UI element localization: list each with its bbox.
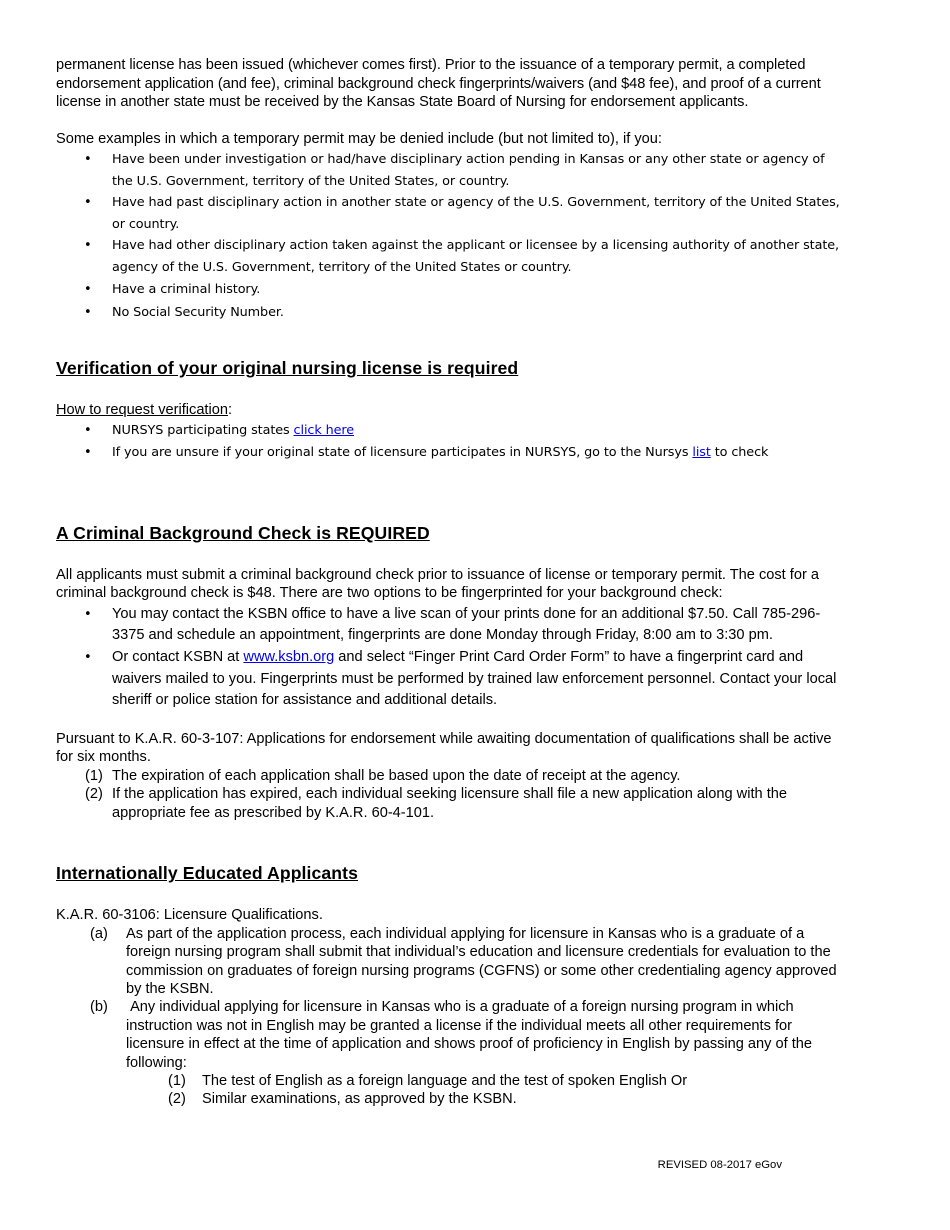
item-number: (2) bbox=[168, 1091, 186, 1108]
denial-intro: Some examples in which a temporary permit may be denied include (but not limited to), if you: bbox=[56, 130, 662, 147]
intro-paragraph: permanent license has been issued (whichever comes first). Prior to the issuance of a temporary permit, a completed endorsement application (and fee), criminal background check fingerprints/waivers (and $48 fee), and proof of a current license in another state must be received by the Kansas State Board of Nursing for endorsement applicants. bbox=[56, 57, 821, 111]
background-paragraph: All applicants must submit a criminal background check prior to issuance of license or temporary permit. The cost for a criminal background check is $48. There are two options to be fingerprinted for your background check: bbox=[56, 566, 819, 602]
how-to-request bbox=[56, 401, 842, 420]
list-item: • Have a criminal history. bbox=[56, 279, 842, 301]
item-text: As part of the application process, each individual applying for licensure in Kansas who is a graduate of a foreign nursing program shall submit that individual’s education and licensure credentials for evaluation to the commission on graduates of foreign nursing programs (CGFNS) or some other credentialing agency approved by the KSBN. bbox=[126, 925, 837, 997]
list-item bbox=[56, 925, 842, 999]
background-heading: A Criminal Background Check is REQUIRED bbox=[56, 522, 430, 543]
list-item bbox=[56, 420, 842, 442]
item-letter: (a) bbox=[90, 925, 108, 942]
document-page bbox=[56, 56, 842, 1109]
list-item bbox=[56, 785, 842, 822]
list-item bbox=[56, 1072, 842, 1090]
verification-heading: Verification of your original nursing license is required bbox=[56, 358, 519, 379]
item-number: (1) bbox=[85, 767, 103, 784]
item-number: (1) bbox=[168, 1072, 186, 1089]
expiration-list bbox=[56, 767, 842, 822]
item-number: (2) bbox=[85, 786, 103, 803]
how-to-colon: : bbox=[227, 402, 233, 419]
list-item bbox=[56, 998, 842, 1072]
denial-list bbox=[56, 149, 842, 323]
kar-60-3106-title: K.A.R. 60-3106: Licensure Qualifications. bbox=[56, 907, 323, 924]
list-item: • No Social Security Number. bbox=[56, 302, 842, 324]
verification-list bbox=[56, 420, 842, 465]
nursys-list-link[interactable]: list bbox=[692, 445, 711, 461]
revision-footer: REVISED 08-2017 eGov bbox=[657, 1159, 782, 1171]
fingerprint-card-text: and select “Finger Print Card Order Form” to have a fingerprint card and waivers mailed to you. Fingerprints must be performed by trained law enforcement personnel. Contact your local sheriff or police station for assistance and additional details. bbox=[112, 648, 837, 709]
click-here-link[interactable]: click here bbox=[293, 422, 355, 438]
list-item bbox=[56, 767, 842, 785]
international-heading: Internationally Educated Applicants bbox=[56, 863, 358, 884]
how-to-label: How to request verification bbox=[56, 402, 228, 419]
ksbn-website-link[interactable]: www.ksbn.org bbox=[243, 648, 335, 665]
ksbn-contact-text: Or contact KSBN at bbox=[112, 648, 244, 665]
kar-60-3-107-paragraph: Pursuant to K.A.R. 60-3-107: Applications for endorsement while awaiting documentation of qualifications shall be active for six months. bbox=[56, 730, 832, 766]
item-text: If the application has expired, each individual seeking licensure shall file a new application along with the appropriate fee as prescribed by K.A.R. 60-4-101. bbox=[112, 786, 787, 821]
list-item: • Have been under investigation or had/have disciplinary action pending in Kansas or any other state or agency of the U.S. Government, territory of the United States, or country. bbox=[56, 149, 842, 192]
qualifications-list bbox=[56, 925, 842, 1109]
item-text: Similar examinations, as approved by the KSBN. bbox=[202, 1091, 517, 1108]
list-item bbox=[56, 1090, 842, 1108]
list-item: • You may contact the KSBN office to have a live scan of your prints done for an additional $7.50. Call 785-296-3375 and schedule an appointment, fingerprints are done Monday through Friday, 8:00 am to 3:30 pm. bbox=[56, 604, 842, 647]
list-item bbox=[56, 647, 842, 712]
item-text: Any individual applying for licensure in Kansas who is a graduate of a foreign nursing program in which instruction was not in English may be granted a license if the individual meets all other requirements for licensure in effect at the time of application and shows proof of proficiency in English by passing any of the following: bbox=[126, 999, 817, 1071]
list-item: • Have had past disciplinary action in another state or agency of the U.S. Government, territory of the United States, or country. bbox=[56, 192, 842, 235]
nursys-check-text: to check bbox=[710, 445, 769, 461]
nursys-unsure-text: If you are unsure if your original state of licensure participates in NURSYS, go to the Nursys bbox=[112, 445, 693, 461]
background-options-list bbox=[56, 604, 842, 712]
nursys-participating-text: NURSYS participating states bbox=[112, 422, 294, 438]
item-text: The test of English as a foreign language and the test of spoken English Or bbox=[202, 1072, 688, 1089]
item-text: The expiration of each application shall be based upon the date of receipt at the agency. bbox=[112, 767, 681, 784]
list-item: • Have had other disciplinary action taken against the applicant or licensee by a licensing authority of another state, agency of the U.S. Government, territory of the United States or country. bbox=[56, 235, 842, 278]
item-letter: (b) bbox=[90, 999, 108, 1016]
list-item bbox=[56, 442, 842, 464]
